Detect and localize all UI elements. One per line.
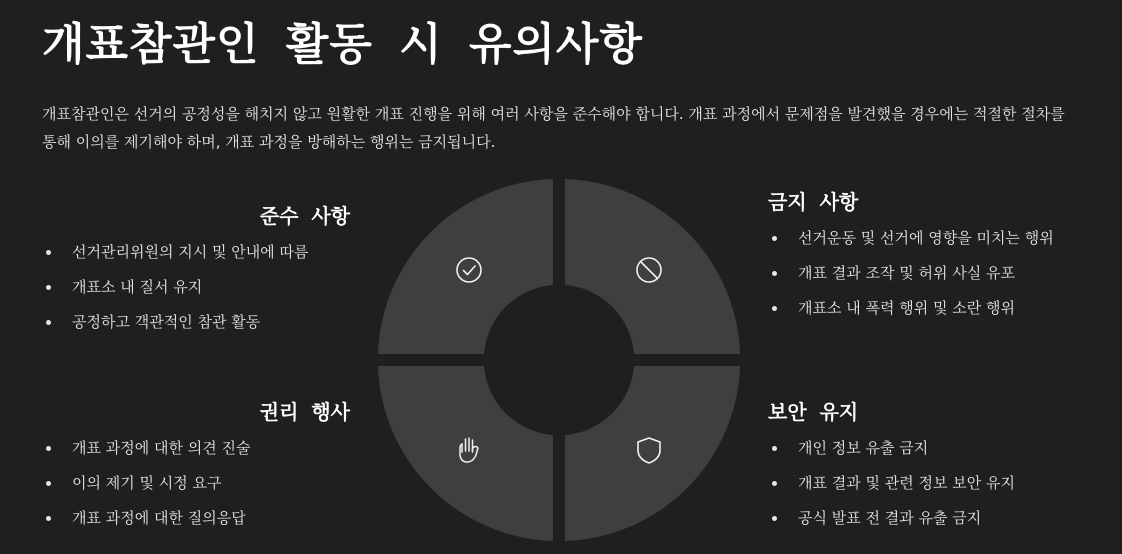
section-prohibit bbox=[768, 186, 1068, 330]
list-item: 개표 결과 및 관련 정보 보안 유지 bbox=[768, 470, 1068, 496]
wheel-segment-top-left bbox=[378, 179, 553, 354]
section-rights-list bbox=[42, 435, 352, 531]
list-item: 개표소 내 폭력 행위 및 소란 행위 bbox=[768, 295, 1068, 321]
section-security bbox=[768, 396, 1068, 540]
list-item: 개표소 내 질서 유지 bbox=[42, 274, 352, 300]
section-comply-title: 준수 사항 bbox=[259, 204, 350, 228]
quadrant-wheel bbox=[378, 179, 740, 541]
list-item: 이의 제기 및 시정 요구 bbox=[42, 470, 352, 496]
page-title: 개표참관인 활동 시 유의사항 bbox=[42, 19, 644, 70]
list-item: 공식 발표 전 결과 유출 금지 bbox=[768, 505, 1068, 531]
section-rights bbox=[42, 396, 352, 540]
wheel-segment-bottom-right bbox=[565, 366, 740, 541]
section-comply bbox=[42, 200, 352, 344]
section-rights-title: 권리 행사 bbox=[259, 400, 350, 424]
wheel-segment-bottom-left bbox=[378, 366, 553, 541]
wheel-segment-top-right bbox=[565, 179, 740, 354]
list-item: 개표 결과 조작 및 허위 사실 유포 bbox=[768, 260, 1068, 286]
list-item: 개표 과정에 대한 의견 진술 bbox=[42, 435, 352, 461]
section-security-title: 보안 유지 bbox=[768, 400, 859, 424]
intro-paragraph: 개표참관인은 선거의 공정성을 해치지 않고 원활한 개표 진행을 위해 여러 사항을 준수해야 합니다. 개표 과정에서 문제점을 발견했을 경우에는 적절한 절차를 통해 이의를 제기해야 하며, 개표 과정을 방해하는 행위는 금지됩니다. bbox=[42, 105, 1065, 151]
section-prohibit-list bbox=[768, 225, 1068, 321]
list-item: 개인 정보 유출 금지 bbox=[768, 435, 1068, 461]
section-prohibit-title: 금지 사항 bbox=[768, 190, 859, 214]
list-item: 공정하고 객관적인 참관 활동 bbox=[42, 309, 352, 335]
section-security-list bbox=[768, 435, 1068, 531]
section-comply-list bbox=[42, 239, 352, 335]
list-item: 선거관리위원의 지시 및 안내에 따름 bbox=[42, 239, 352, 265]
list-item: 개표 과정에 대한 질의응답 bbox=[42, 505, 352, 531]
list-item: 선거운동 및 선거에 영향을 미치는 행위 bbox=[768, 225, 1068, 251]
